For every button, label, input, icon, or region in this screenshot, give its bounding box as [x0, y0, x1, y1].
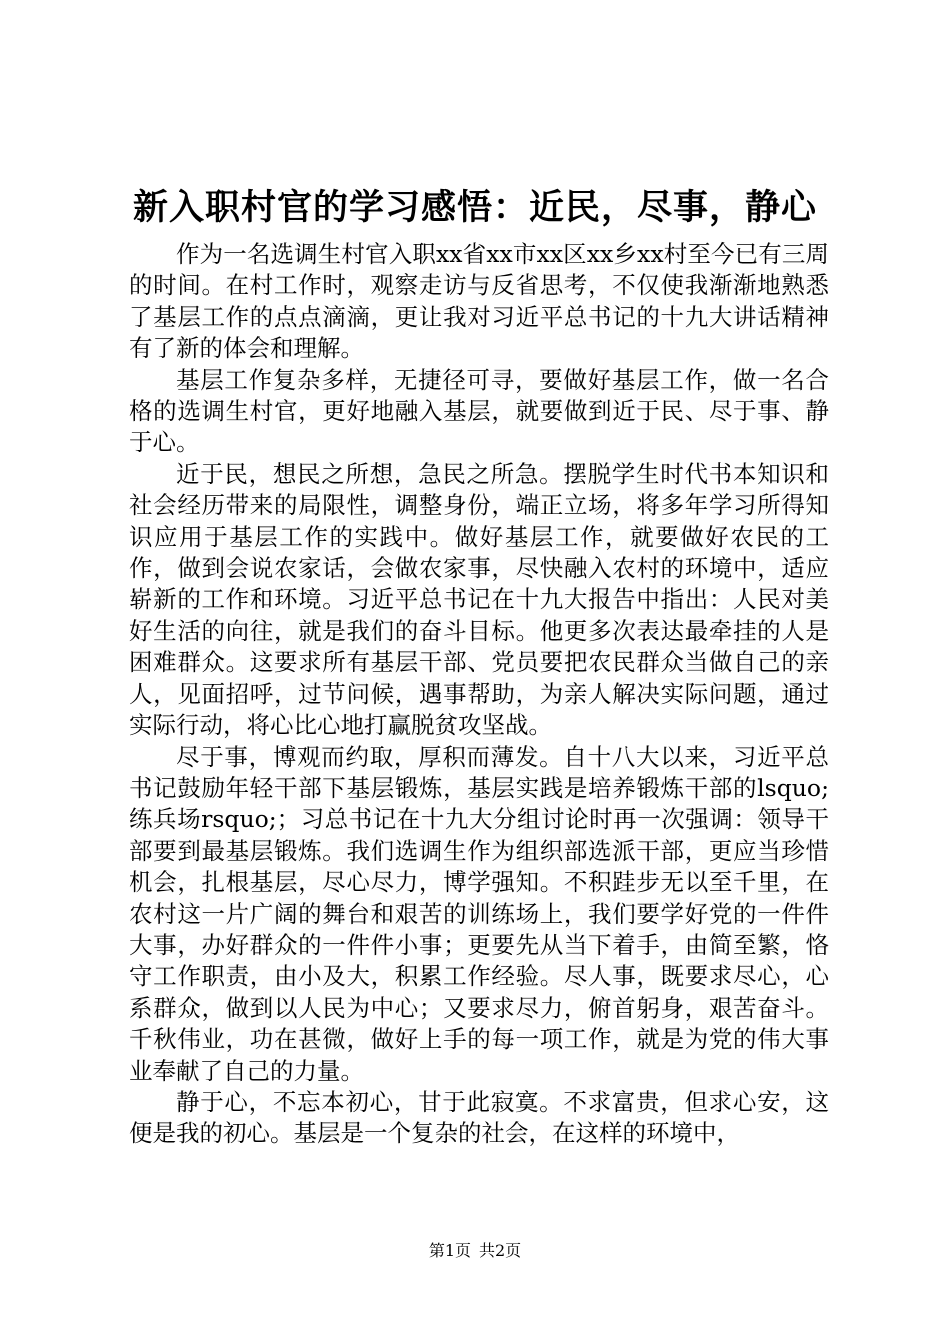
page-total: 共2页: [479, 1241, 522, 1260]
paragraph-intro: 作为一名选调生村官入职xx省xx市xx区xx乡xx村至今已有三周的时间。在村工作时，观察走访与反省思考，不仅使我渐渐地熟悉了基层工作的点点滴滴，更让我对习近平总书记的十九大讲话精神有了新的体会和理解。: [129, 240, 829, 363]
paragraph-calm-mind: 静于心，不忘本初心，甘于此寂寞。不求富贵，但求心安，这便是我的初心。基层是一个复杂的社会，在这样的环境中，: [129, 1087, 829, 1148]
paragraph-dedicated-to-work: 尽于事，博观而约取，厚积而薄发。自十八大以来，习近平总书记鼓励年轻干部下基层锻炼，基层实践是培养锻炼干部的lsquo;练兵场rsquo;；习总书记在十九大分组讨论时再一次强调：领导干部要到最基层锻炼。我们选调生作为组织部选派干部，更应当珍惜机会，扎根基层，尽心尽力，博学强知。不积跬步无以至千里，在农村这一片广阔的舞台和艰苦的训练场上，我们要学好党的一件件大事，办好群众的一件件小事；更要先从当下着手，由简至繁，恪守工作职责，由小及大，积累工作经验。尽人事，既要求尽心，心系群众，做到以人民为中心；又要求尽力，俯首躬身，艰苦奋斗。千秋伟业，功在甚微，做好上手的每一项工作，就是为党的伟大事业奉献了自己的力量。: [129, 742, 829, 1085]
page-number: 第1页: [428, 1241, 471, 1260]
document-body: [129, 239, 829, 1150]
paragraph-overview: 基层工作复杂多样，无捷径可寻，要做好基层工作，做一名合格的选调生村官，更好地融入基层，就要做到近于民、尽于事、静于心。: [129, 365, 829, 457]
page-footer: [0, 1240, 950, 1262]
paragraph-close-to-people: 近于民，想民之所想，急民之所急。摆脱学生时代书本知识和社会经历带来的局限性，调整身份，端正立场，将多年学习所得知识应用于基层工作的实践中。做好基层工作，就要做好农民的工作，做到会说农家话，会做农家事，尽快融入农村的环境中，适应崭新的工作和环境。习近平总书记在十九大报告中指出：人民对美好生活的向往，就是我们的奋斗目标。他更多次表达最牵挂的人是困难群众。这要求所有基层干部、党员要把农民群众当做自己的亲人，见面招呼，过节问候，遇事帮助，为亲人解决实际问题，通过实际行动，将心比心地打赢脱贫攻坚战。: [129, 459, 829, 740]
document-title: 新入职村官的学习感悟：近民，尽事，静心: [132, 187, 817, 228]
